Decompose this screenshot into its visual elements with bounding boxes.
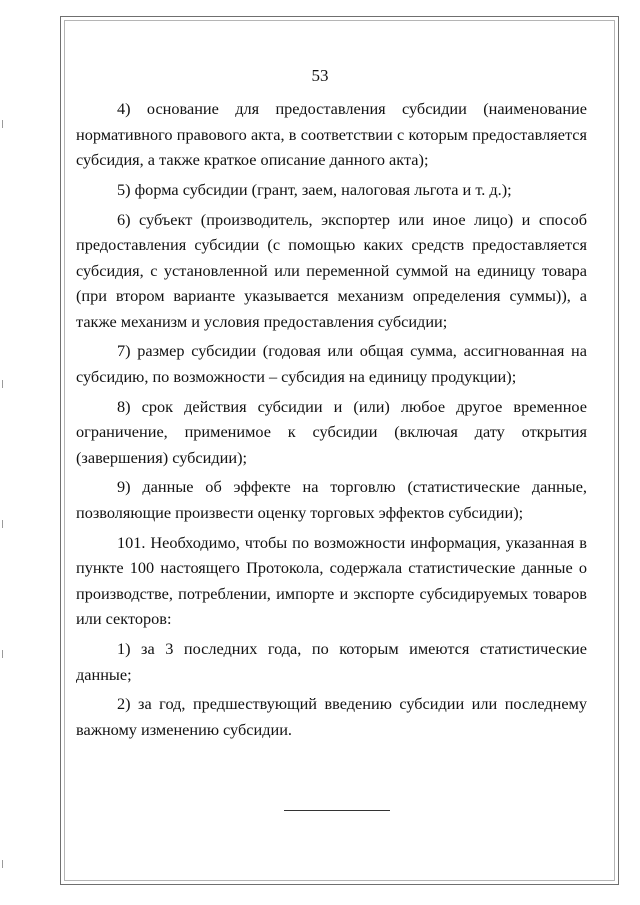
scan-edge-mark bbox=[2, 120, 3, 128]
list-item-9: 9) данные об эффекте на торговлю (статистические данные, позволяющие произвести оценку торговых эффектов субсидии); bbox=[76, 477, 587, 522]
list-item-5: 5) форма субсидии (грант, заем, налоговая льгота и т. д.); bbox=[117, 179, 512, 199]
section-101-paragraph: 101. Необходимо, чтобы по возможности информация, указанная в пункте 100 настоящего Протокола, содержала статистические данные о производстве, потреблении, импорте и экспорте субсидируемых товаров или секторов: bbox=[76, 532, 587, 629]
document-body bbox=[76, 96, 587, 747]
sublist-item-1: 1) за 3 последних года, по которым имеются статистические данные; bbox=[76, 639, 587, 684]
list-item-7: 7) размер субсидии (годовая или общая сумма, ассигнованная на субсидию, по возможности – субсидия на единицу продукции); bbox=[76, 341, 587, 386]
list-item-8: 8) срок действия субсидии и (или) любое другое временное ограничение, применимое к субсидии (включая дату открытия (завершения) субсидии); bbox=[76, 396, 587, 467]
sublist-item-2: 2) за год, предшествующий введению субсидии или последнему важному изменению субсидии. bbox=[76, 694, 587, 739]
scan-edge-mark bbox=[2, 860, 3, 868]
scan-edge-mark bbox=[2, 380, 3, 388]
closing-divider bbox=[284, 810, 390, 811]
list-item-6: 6) субъект (производитель, экспортер или иное лицо) и способ предоставления субсидии (с помощью каких средств предоставляется субсидия, с установленной или переменной суммой на единицу товара (при втором варианте указывается механизм определения суммы)), а также механизм и условия предоставления субсидии; bbox=[76, 209, 587, 331]
page-number: 53 bbox=[311, 66, 329, 85]
scan-edge-marks bbox=[0, 0, 6, 905]
scan-edge-mark bbox=[2, 520, 3, 528]
list-item-4: 4) основание для предоставления субсидии (наименование нормативного правового акта, в соответствии с которым предоставляется субсидия, а также краткое описание данного акта); bbox=[76, 99, 587, 169]
scan-edge-mark bbox=[2, 650, 3, 658]
